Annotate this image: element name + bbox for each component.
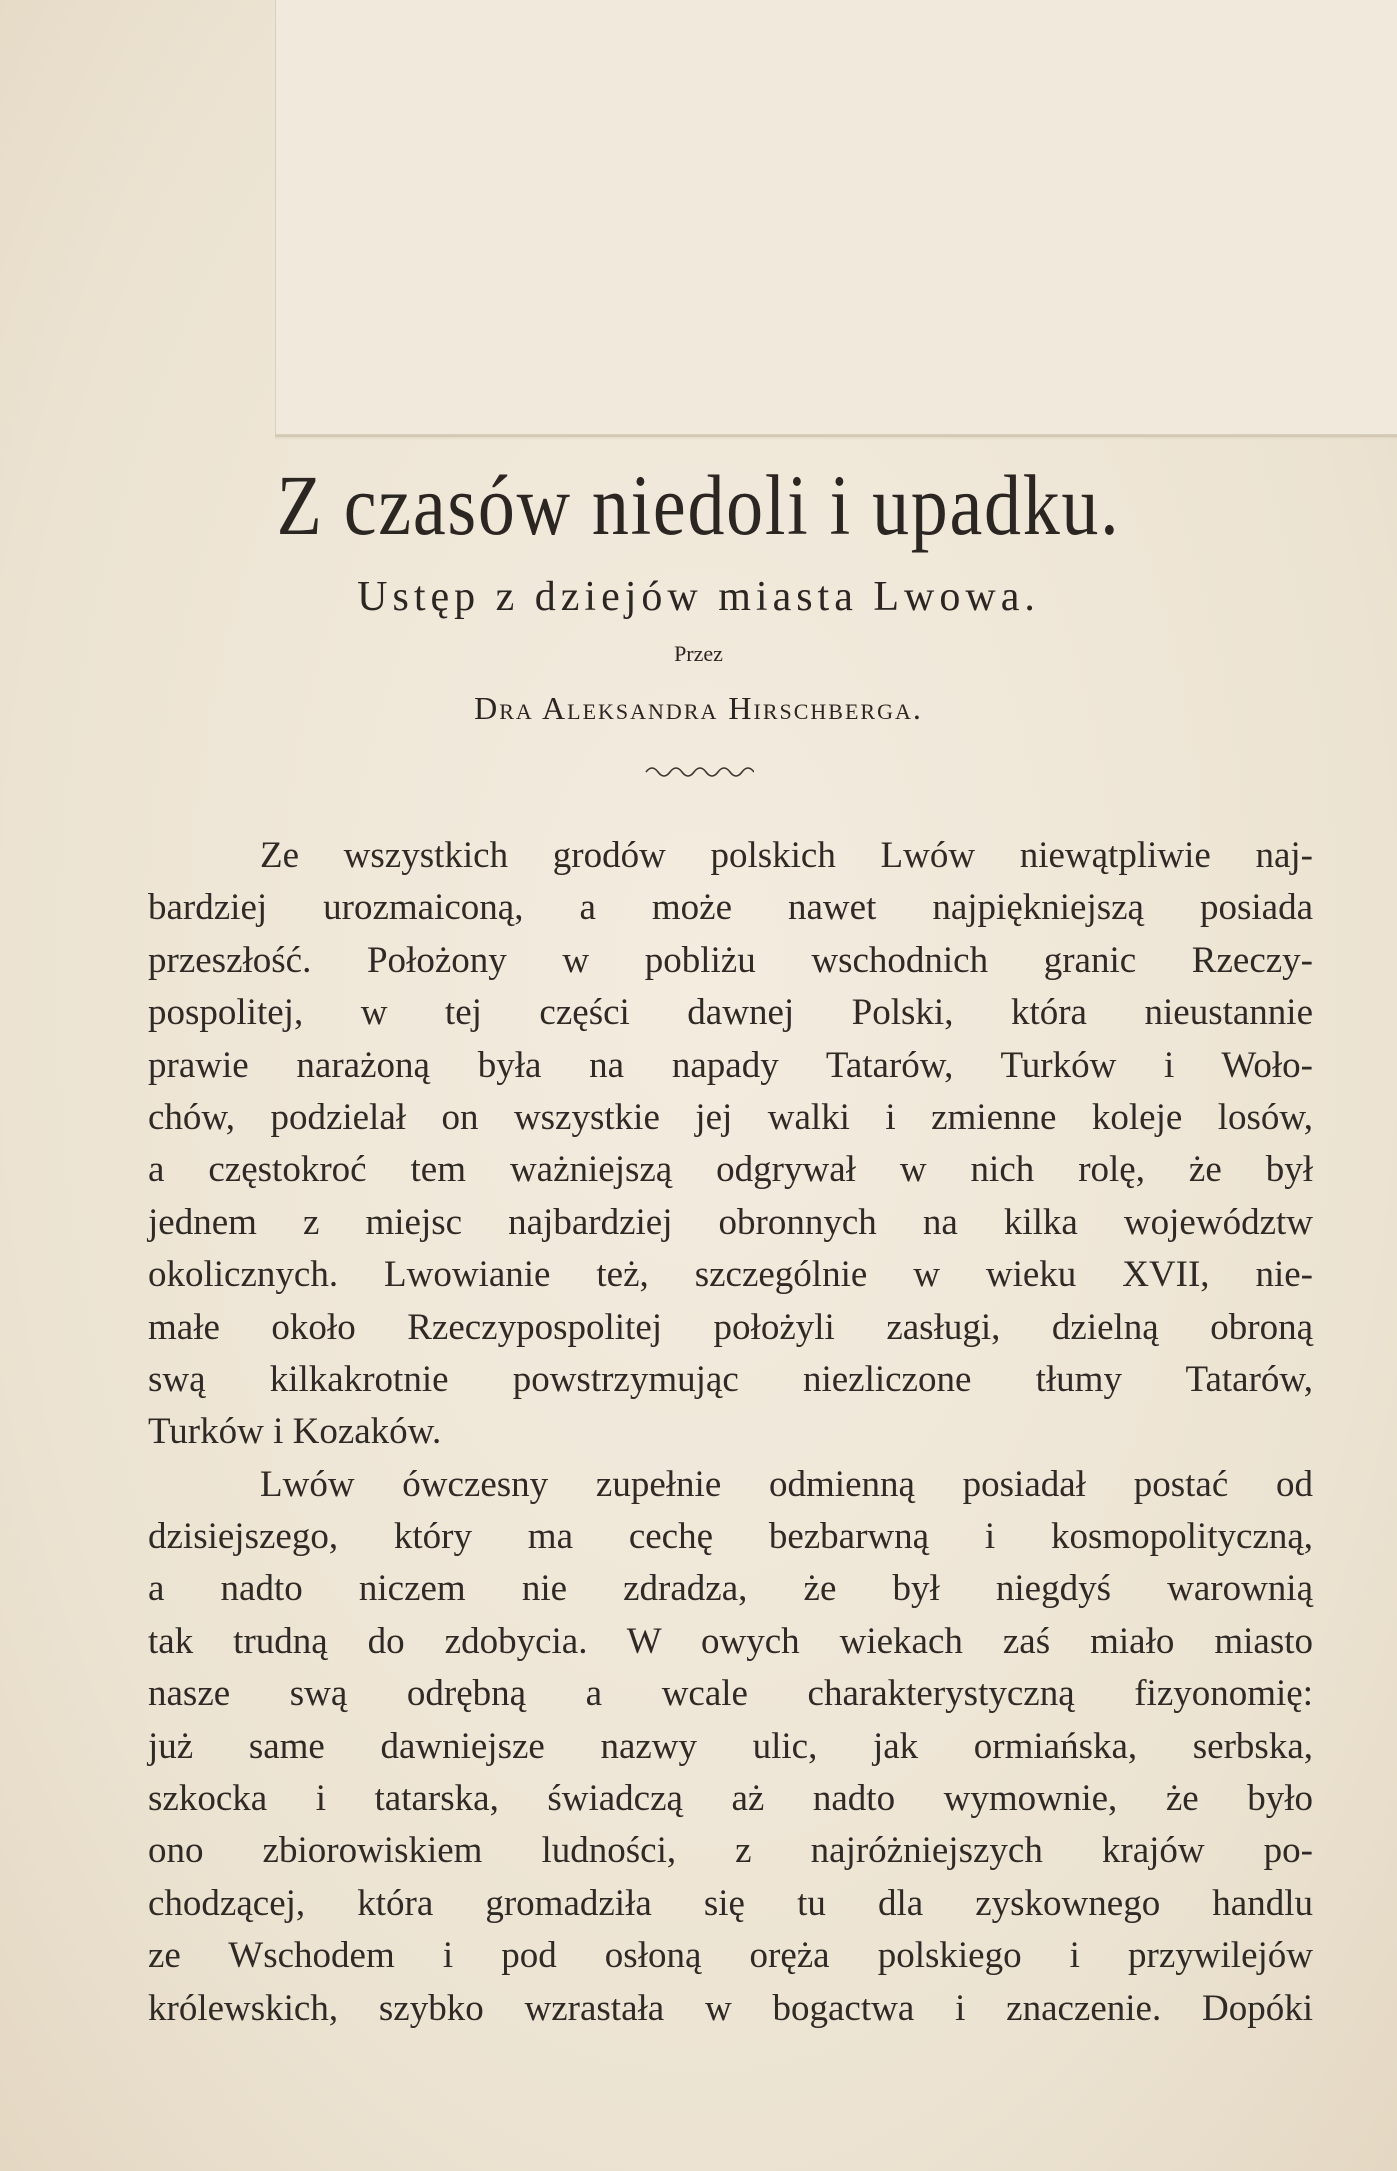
text-line: Lwów ówczesny zupełnie odmienną posiadał postać od <box>260 1463 1313 1505</box>
text-line: dzisiejszego, który ma cechę bezbarwną i kosmopolityczną, <box>148 1516 1313 1558</box>
text-line: królewskich, szybko wzrastała w bogactwa i znaczenie. Dopóki <box>148 1987 1313 2029</box>
paragraph-1 <box>148 830 1313 1459</box>
document-subtitle: Ustęp z dziejów miasta Lwowa. <box>357 574 1040 620</box>
text-line: już same dawniejsze nazwy ulic, jak ormiańska, serbska, <box>148 1725 1313 1767</box>
document-title: Z czasów niedoli i upadku. <box>276 457 1121 553</box>
text-line: prawie narażoną była na napady Tatarów, Turków i Woło- <box>148 1044 1313 1086</box>
text-line: chodzącej, która gromadziła się tu dla zyskownego handlu <box>148 1882 1313 1924</box>
text-line: tak trudną do zdobycia. W owych wiekach zaś miało miasto <box>148 1620 1313 1662</box>
wavy-rule-ornament-icon <box>0 762 1397 792</box>
text-line: a nadto niczem nie zdradza, że był niegdyś warownią <box>148 1568 1313 1610</box>
by-label: Przez <box>674 641 723 666</box>
text-line: swą kilkakrotnie powstrzymując niezliczone tłumy Tatarów, <box>148 1358 1313 1400</box>
text-line: przeszłość. Położony w pobliżu wschodnich granic Rzeczy- <box>148 939 1313 981</box>
slip-shadow <box>275 434 1397 440</box>
body-text <box>148 830 1313 2035</box>
text-line: pospolitej, w tej części dawnej Polski, która nieustannie <box>148 992 1313 1034</box>
text-line: a częstokroć tem ważniejszą odgrywał w nich rolę, że był <box>148 1149 1313 1191</box>
text-line: Ze wszystkich grodów polskich Lwów niewątpliwie naj- <box>260 835 1313 876</box>
text-line: ono zbiorowiskiem ludności, z najróżniejszych krajów po- <box>148 1830 1313 1872</box>
text-line: małe około Rzeczypospolitej położyli zasługi, dzielną obroną <box>148 1306 1313 1348</box>
text-line: chów, podzielał on wszystkie jej walki i zmienne koleje losów, <box>148 1096 1313 1138</box>
pasted-slip <box>275 0 1397 437</box>
text-line: jednem z miejsc najbardziej obronnych na kilka województw <box>148 1201 1313 1243</box>
paragraph-2 <box>148 1459 1313 2035</box>
text-line: okolicznych. Lwowianie też, szczególnie w wieku XVII, nie- <box>148 1254 1313 1296</box>
text-line: ze Wschodem i pod osłoną oręża polskiego i przywilejów <box>148 1935 1313 1977</box>
text-line: nasze swą odrębną a wcale charakterystyczną fizyonomię: <box>148 1673 1313 1715</box>
text-line: Turków i Kozaków. <box>148 1411 442 1453</box>
text-line: bardziej urozmaiconą, a może nawet najpiękniejszą posiada <box>148 887 1313 929</box>
author-name: Dra Aleksandra Hirschberga. <box>474 690 923 726</box>
text-line: szkocka i tatarska, świadczą aż nadto wymownie, że było <box>148 1778 1313 1820</box>
